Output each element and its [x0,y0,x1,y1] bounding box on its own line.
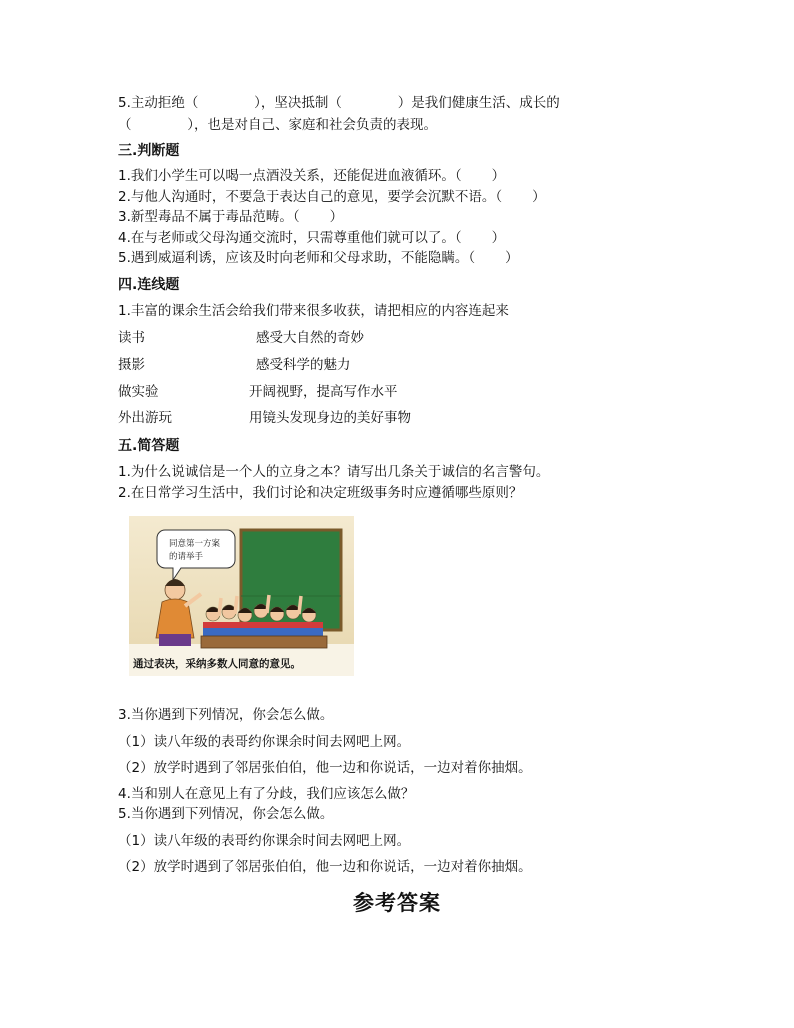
matching-right-2: 感受科学的魅力 [256,357,351,373]
short-answer-q5-b: （2）放学时遇到了邻居张伯伯，他一边和你说话，一边对着你抽烟。 [118,859,532,875]
illustration-caption: 通过表决，采纳多数人同意的意见。 [133,658,301,670]
speech-line-1: 同意第一方案 [169,539,221,549]
short-answer-q3-b: （2）放学时遇到了邻居张伯伯，他一边和你说话，一边对着你抽烟。 [118,760,532,776]
answers-title: 参考答案 [353,890,441,915]
classroom-vote-illustration [129,516,354,676]
judgement-item-3: 3.新型毒品不属于毒品范畴。（ ） [118,209,344,225]
short-answer-q2: 2.在日常学习生活中，我们讨论和决定班级事务时应遵循哪些原则？ [118,485,523,501]
matching-right-3: 开阔视野，提高写作水平 [249,384,398,400]
matching-prompt: 1.丰富的课余生活会给我们带来很多收获，请把相应的内容连起来 [118,303,509,319]
matching-left-1: 读书 [118,330,145,346]
matching-right-1: 感受大自然的奇妙 [256,330,364,346]
speech-line-2: 的请举手 [169,552,204,562]
matching-left-2: 摄影 [118,357,145,373]
section-judgement-heading: 三.判断题 [118,143,180,159]
fill-blank-q5-line1: 5.主动拒绝（ ），坚决抵制（ ）是我们健康生活、成长的 [118,95,560,111]
fill-blank-q5-line2: （ ），也是对自己、家庭和社会负责的表现。 [118,117,438,133]
judgement-item-4: 4.在与老师或父母沟通交流时，只需尊重他们就可以了。（ ） [118,230,506,246]
judgement-item-5: 5.遇到威逼利诱，应该及时向老师和父母求助，不能隐瞒。（ ） [118,250,519,266]
section-matching-heading: 四.连线题 [118,277,180,293]
short-answer-q3: 3.当你遇到下列情况，你会怎么做。 [118,707,334,723]
judgement-item-1: 1.我们小学生可以喝一点酒没关系，还能促进血液循环。（ ） [118,168,506,184]
section-short-answer-heading: 五.简答题 [118,438,180,454]
short-answer-q1: 1.为什么说诚信是一个人的立身之本？请写出几条关于诚信的名言警句。 [118,464,550,480]
matching-left-4: 外出游玩 [118,410,172,426]
short-answer-q5: 5.当你遇到下列情况，你会怎么做。 [118,806,334,822]
judgement-item-2: 2.与他人沟通时，不要急于表达自己的意见，要学会沉默不语。（ ） [118,189,546,205]
short-answer-q5-a: （1）读八年级的表哥约你课余时间去网吧上网。 [118,833,411,849]
short-answer-q4: 4.当和别人在意见上有了分歧，我们应该怎么做？ [118,786,415,802]
matching-left-3: 做实验 [118,384,159,400]
matching-right-4: 用镜头发现身边的美好事物 [249,410,411,426]
short-answer-q3-a: （1）读八年级的表哥约你课余时间去网吧上网。 [118,734,411,750]
